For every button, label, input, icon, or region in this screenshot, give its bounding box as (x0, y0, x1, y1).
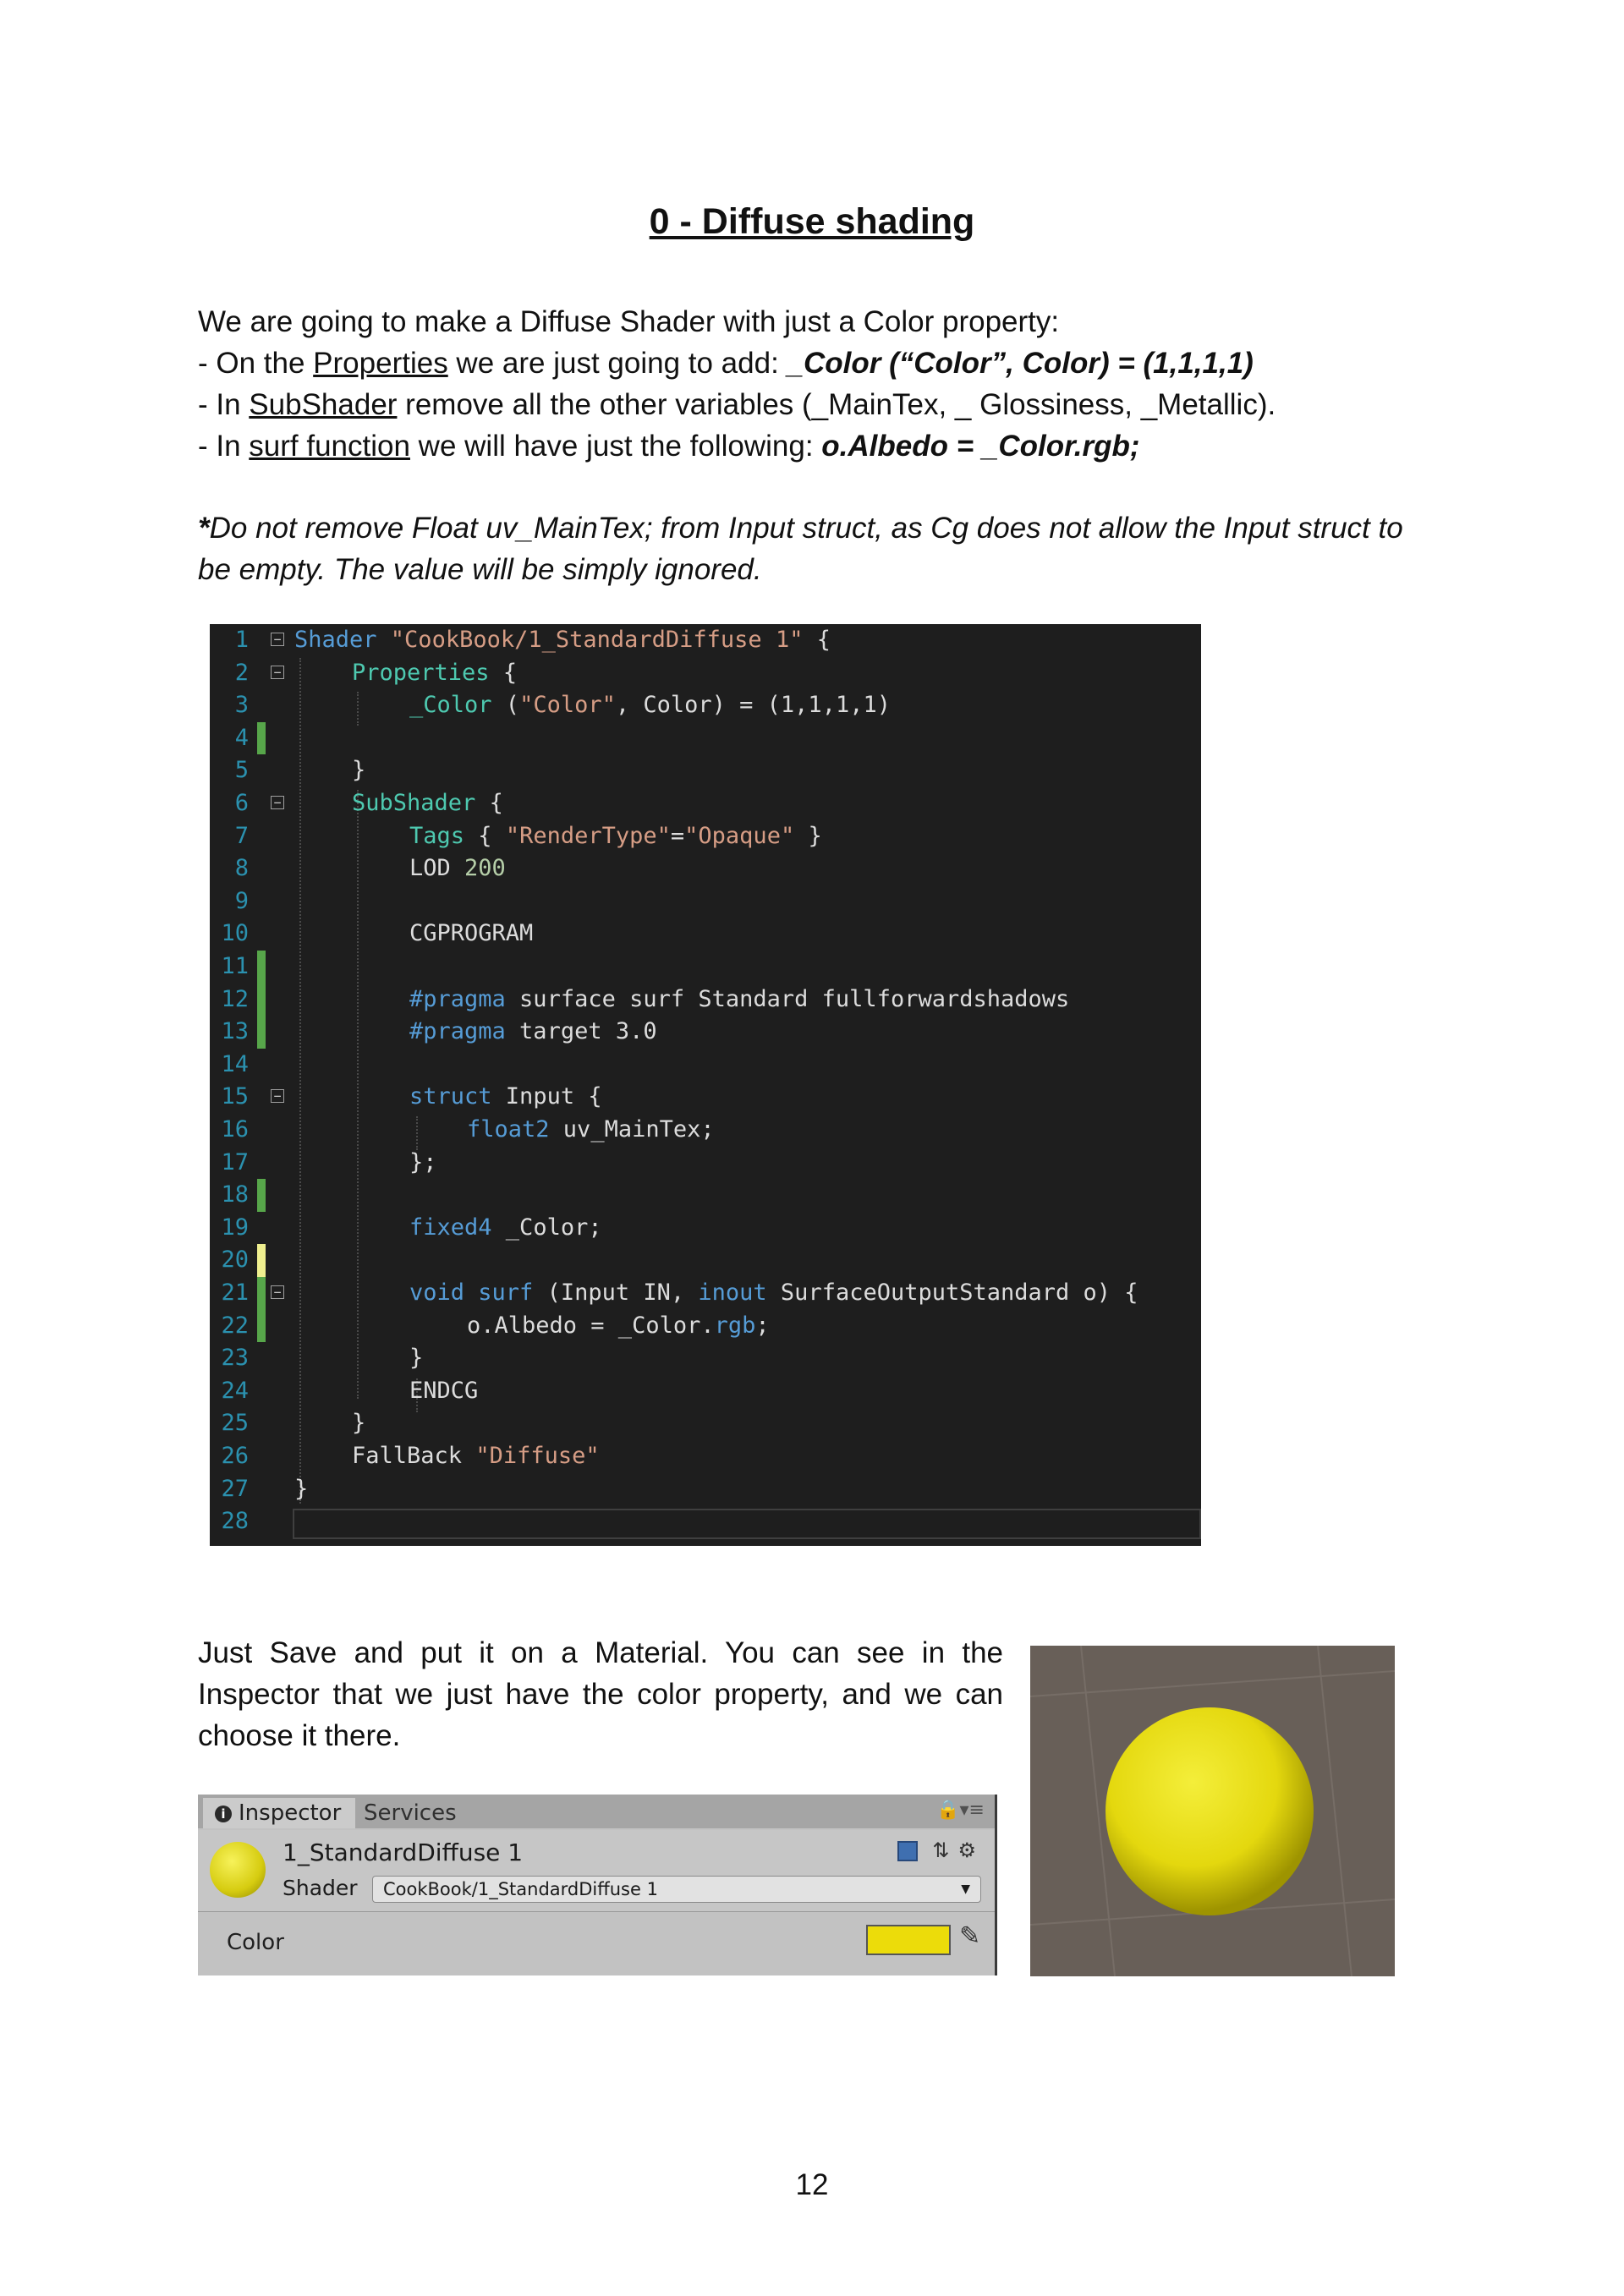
inspector-tab-bar (198, 1795, 995, 1828)
code-editor-screenshot: 1 − Shader "CookBook/1_StandardDiffuse 1" { 2 − Properties { 3 _Color ("Color", Color) = (1,1,1,1) 4 5 } 6 − SubShader { 7 Tags { "RenderType"="Opaque" } 8 LOD 200 9 10 CGPROGRAM 11 12 #pragma surface surf Standard fullforwardshadows 13 #pragma target 3.0 14 15 − struct Input { 16 float2 uv_MainTex; 17 }; 18 19 fixed4 _Color; 20 21 − void surf (Input IN, inout SurfaceOutputStandard o) { 22 o.Albedo = _Color.rgb; 23 } 24 ENDCG 25 } 26 FallBack "Diffuse" 27 } 28 (210, 624, 1201, 1546)
color-label: Color (227, 1930, 284, 1955)
page-title: 0 - Diffuse shading (649, 201, 975, 242)
tab-inspector[interactable]: i Inspector (203, 1798, 355, 1828)
note-paragraph (198, 507, 1467, 590)
material-preview-icon (210, 1842, 266, 1898)
shader-label: Shader (283, 1876, 358, 1900)
intro-line-3: - In SubShader remove all the other variables (_MainTex, _ Glossiness, _Metallic). (198, 388, 1276, 421)
sphere-preview-image (1030, 1646, 1395, 1976)
note-line-2: be empty. The value will be simply ignored. (198, 553, 762, 586)
surf-function-link: surf function (249, 430, 410, 463)
help-book-icon[interactable] (897, 1841, 918, 1861)
material-header (198, 1830, 995, 1912)
intro-paragraph (198, 301, 1467, 467)
page-number: 12 (795, 2168, 829, 2201)
instruction-line-3: choose it there. (198, 1719, 401, 1752)
intro-line-4: - In surf function we will have just the following: o.Albedo = _Color.rgb; (198, 430, 1140, 463)
properties-link: Properties (313, 347, 448, 380)
subshader-link: SubShader (249, 388, 398, 421)
gear-icon[interactable]: ⚙ (957, 1838, 985, 1862)
instruction-paragraph (198, 1632, 1003, 1756)
intro-line-2: - On the Properties we are just going to add: _Color (“Color”, Color) = (1,1,1,1) (198, 347, 1254, 380)
inspector-panel (198, 1795, 997, 1975)
tab-services[interactable]: Services (364, 1800, 457, 1826)
chevron-down-icon: ▼ (961, 1882, 970, 1896)
albedo-code: o.Albedo = _Color.rgb; (821, 430, 1140, 463)
shader-dropdown[interactable]: CookBook/1_StandardDiffuse 1 ▼ (372, 1876, 981, 1903)
color-property-code: _Color (“Color”, Color) = (1,1,1,1) (787, 347, 1254, 380)
instruction-line-2: Inspector that we just have the color property, and we can (198, 1678, 1003, 1711)
info-icon: i (215, 1806, 232, 1822)
instruction-line-1: Just Save and put it on a Material. You can see in the (198, 1636, 1003, 1669)
eyedropper-icon[interactable]: ✎ (959, 1921, 981, 1951)
settings-sliders-icon[interactable]: ⇅ (932, 1838, 958, 1862)
color-swatch[interactable] (866, 1925, 951, 1955)
lock-menu-icon[interactable]: 🔒▾≡ (936, 1800, 985, 1821)
intro-line-1: We are going to make a Diffuse Shader with just a Color property: (198, 305, 1060, 338)
yellow-sphere (1106, 1707, 1314, 1915)
material-name: 1_StandardDiffuse 1 (283, 1838, 524, 1866)
header-icons (897, 1838, 985, 1862)
note-line-1: *Do not remove Float uv_MainTex; from Input struct, as Cg does not allow the Input struct to (198, 512, 1403, 545)
